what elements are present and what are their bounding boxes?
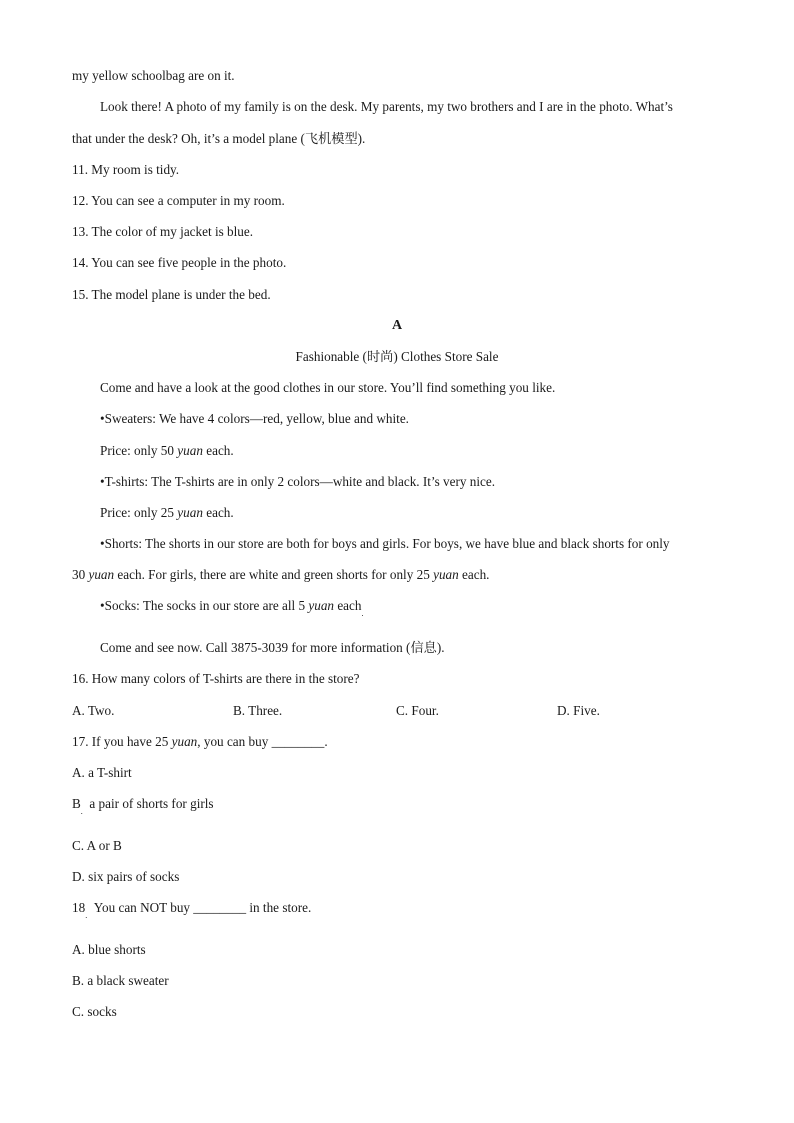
q17-text-a: 17. If you have 25 — [72, 734, 172, 749]
yuan-word: yuan — [433, 567, 459, 582]
tshirts-line: •T-shirts: The T-shirts are in only 2 colors—white and black. It’s very nice. — [100, 474, 496, 489]
yuan-word: yuan — [171, 734, 198, 749]
yuan-word: yuan — [177, 505, 203, 520]
yuan-word: yuan — [177, 443, 203, 458]
tshirts-price — [100, 505, 234, 521]
section-letter: A — [391, 318, 403, 333]
statement-13: 13. The color of my jacket is blue. — [72, 224, 254, 239]
socks-text-b: each — [334, 598, 362, 613]
q18-number: 18 — [72, 900, 86, 915]
q16-option-c[interactable]: C. Four. — [396, 703, 439, 718]
statement-11: 11. My room is tidy. — [72, 162, 180, 177]
q17-option-a[interactable]: A. a T-shirt — [72, 765, 132, 780]
contact-line: Come and see now. Call 3875-3039 for more information (信息). — [100, 640, 445, 655]
q16-option-d[interactable]: D. Five. — [557, 703, 600, 718]
socks-text-a: •Socks: The socks in our store are all 5 — [100, 598, 309, 613]
q16-option-a[interactable]: A. Two. — [72, 703, 115, 718]
q17-option-c[interactable]: C. A or B — [72, 838, 122, 853]
statement-12: 12. You can see a computer in my room. — [72, 193, 285, 208]
q18-option-b[interactable]: B. a black sweater — [72, 973, 169, 988]
price-suffix: each. — [202, 443, 234, 458]
shorts-text-c: each. — [458, 567, 490, 582]
socks-line — [100, 598, 363, 622]
q18-option-a[interactable]: A. blue shorts — [72, 942, 146, 957]
q18-option-c[interactable]: C. socks — [72, 1004, 117, 1019]
shorts-text-b: each. For girls, there are white and green shorts for only 25 — [114, 567, 434, 582]
question-16: 16. How many colors of T-shirts are there in the store? — [72, 671, 360, 686]
q17-option-b-text: a pair of shorts for girls — [89, 796, 214, 811]
shorts-text-a: 30 — [72, 567, 89, 582]
q17-text-b: , you can buy ________. — [197, 734, 328, 749]
q17-option-b[interactable] — [72, 796, 214, 820]
passage-line-1: my yellow schoolbag are on it. — [72, 68, 235, 83]
store-intro: Come and have a look at the good clothes in our store. You’ll find something you like. — [100, 380, 556, 395]
q18-text: You can NOT buy ________ in the store. — [93, 900, 312, 915]
price-label: Price: only 25 — [100, 505, 178, 520]
yuan-word: yuan — [88, 567, 115, 582]
passage-line-3: that under the desk? Oh, it’s a model plane (飞机模型). — [72, 131, 366, 146]
passage-line-2: Look there! A photo of my family is on the desk. My parents, my two brothers and I are in the photo. What’s — [100, 99, 673, 114]
shorts-line-1: •Shorts: The shorts in our store are both for boys and girls. For boys, we have blue and black shorts for only — [100, 536, 670, 551]
sweaters-line: •Sweaters: We have 4 colors—red, yellow, blue and white. — [100, 411, 409, 426]
sweaters-price — [100, 443, 234, 459]
section-title: Fashionable (时尚) Clothes Store Sale — [295, 349, 499, 364]
shorts-line-2 — [72, 567, 489, 583]
statement-15: 15. The model plane is under the bed. — [72, 287, 271, 302]
yuan-word: yuan — [308, 598, 335, 613]
q17-option-d[interactable]: D. six pairs of socks — [72, 869, 180, 884]
question-18 — [72, 900, 311, 924]
q17-option-b-letter: B — [72, 796, 81, 811]
q17-option-b-dot: . — [80, 807, 83, 816]
socks-dot: . — [361, 609, 364, 618]
q18-dot: . — [85, 911, 88, 920]
statement-14: 14. You can see five people in the photo. — [72, 255, 287, 270]
price-suffix: each. — [202, 505, 234, 520]
question-17 — [72, 734, 328, 750]
q16-option-b[interactable]: B. Three. — [233, 703, 283, 718]
price-label: Price: only 50 — [100, 443, 178, 458]
